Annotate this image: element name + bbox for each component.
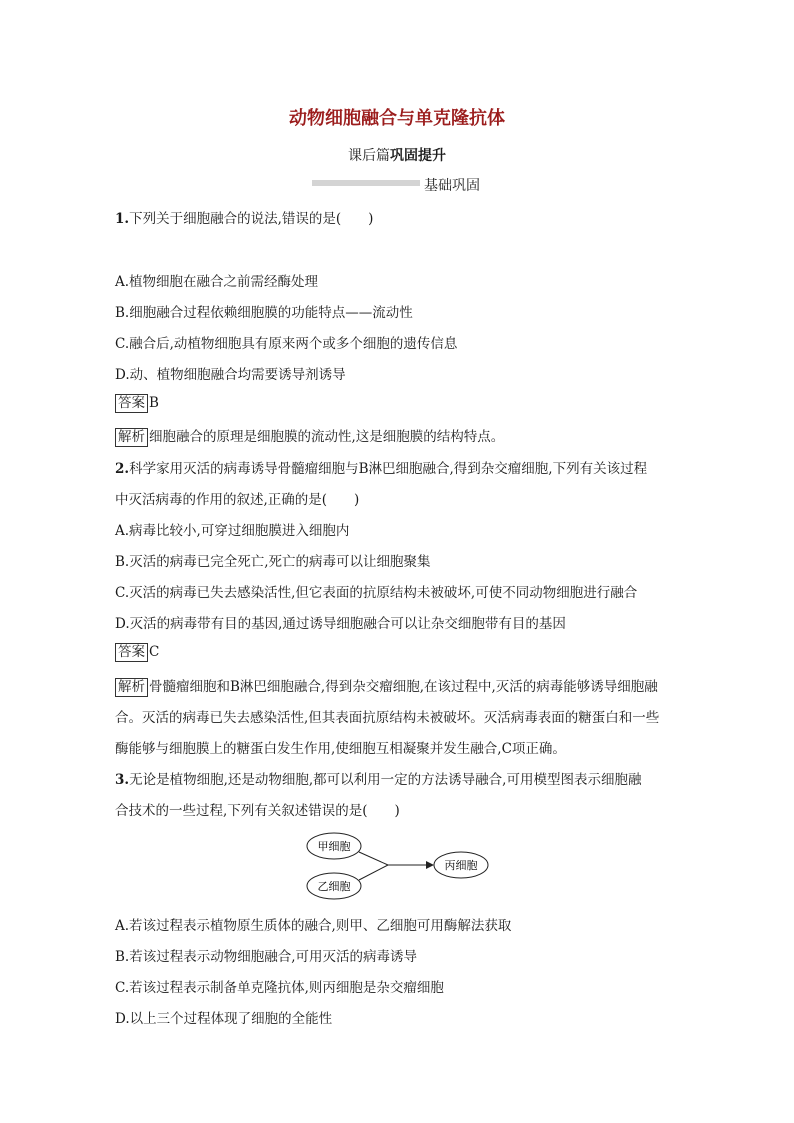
q3-option-b: B.若该过程表示动物细胞融合,可用灭活的病毒诱导	[115, 949, 418, 965]
q2-number: 2.	[115, 461, 130, 477]
q2-stem-text: 科学家用灭活的病毒诱导骨髓瘤细胞与B淋巴细胞融合,得到杂交瘤细胞,下列有关该过程	[129, 461, 648, 477]
q3-stem-line2: 合技术的一些过程,下列有关叙述错误的是( )	[115, 803, 400, 819]
q2-stem-line1	[115, 457, 647, 477]
q3-number: 3.	[115, 772, 130, 788]
q2-option-a: A.病毒比较小,可穿过细胞膜进入细胞内	[115, 523, 350, 539]
q3-option-c: C.若该过程表示制备单克隆抗体,则丙细胞是杂交瘤细胞	[115, 980, 444, 996]
cell-c-label: 丙细胞	[444, 859, 478, 872]
answer-tag: 答案	[115, 643, 148, 662]
q1-number: 1.	[115, 211, 130, 227]
q3-stem-line1	[115, 768, 641, 788]
cell-a-label: 甲细胞	[317, 840, 351, 853]
page-subtitle	[0, 145, 794, 165]
q2-analysis-line1	[115, 675, 658, 697]
q2-answer	[115, 643, 159, 662]
section-bar	[312, 180, 420, 186]
analysis-tag: 解析	[115, 428, 148, 447]
q3-option-d: D.以上三个过程体现了细胞的全能性	[115, 1011, 333, 1027]
q1-option-d: D.动、植物细胞融合均需要诱导剂诱导	[115, 367, 346, 383]
analysis-tag: 解析	[115, 678, 148, 697]
answer-tag: 答案	[115, 394, 148, 413]
q2-analysis-line3: 酶能够与细胞膜上的糖蛋白发生作用,使细胞互相凝聚并发生融合,C项正确。	[115, 741, 566, 757]
fusion-diagram-svg	[300, 828, 492, 900]
q2-answer-value: C	[149, 644, 160, 660]
q3-option-a: A.若该过程表示植物原生质体的融合,则甲、乙细胞可用酶解法获取	[115, 918, 512, 934]
q1-answer-value: B	[149, 395, 159, 411]
connector-b	[359, 865, 388, 880]
subtitle-bold: 巩固提升	[390, 148, 446, 164]
q2-option-c: C.灭活的病毒已失去感染活性,但它表面的抗原结构未被破坏,可使不同动物细胞进行融合	[115, 585, 638, 601]
subtitle-prefix: 课后篇	[348, 148, 390, 164]
q2-analysis-line2: 合。灭活的病毒已失去感染活性,但其表面抗原结构未被破坏。灭活病毒表面的糖蛋白和一些	[115, 710, 660, 726]
connector-a	[359, 852, 388, 865]
section-label: 基础巩固	[424, 178, 480, 194]
q2-option-d: D.灭活的病毒带有目的基因,通过诱导细胞融合可以让杂交细胞带有目的基因	[115, 616, 566, 632]
q1-analysis-text: 细胞融合的原理是细胞膜的流动性,这是细胞膜的结构特点。	[149, 429, 505, 445]
q2-analysis-text: 骨髓瘤细胞和B淋巴细胞融合,得到杂交瘤细胞,在该过程中,灭活的病毒能够诱导细胞融	[149, 679, 658, 695]
q3-stem-text: 无论是植物细胞,还是动物细胞,都可以利用一定的方法诱导融合,可用模型图表示细胞融	[129, 772, 642, 788]
q1-answer	[115, 394, 159, 413]
q2-option-b: B.灭活的病毒已完全死亡,死亡的病毒可以让细胞聚集	[115, 554, 431, 570]
q1-option-c: C.融合后,动植物细胞具有原来两个或多个细胞的遗传信息	[115, 336, 458, 352]
q1-option-a: A.植物细胞在融合之前需经酶处理	[115, 274, 319, 290]
q1-option-b: B.细胞融合过程依赖细胞膜的功能特点——流动性	[115, 305, 413, 321]
cell-b-label: 乙细胞	[317, 880, 351, 893]
q2-stem-line2: 中灭活病毒的作用的叙述,正确的是( )	[115, 492, 360, 508]
page-title: 动物细胞融合与单克隆抗体	[289, 108, 505, 129]
q1-stem	[115, 207, 373, 227]
q1-stem-text: 下列关于细胞融合的说法,错误的是( )	[129, 211, 374, 227]
cell-fusion-diagram	[300, 828, 492, 904]
q1-analysis	[115, 425, 504, 447]
